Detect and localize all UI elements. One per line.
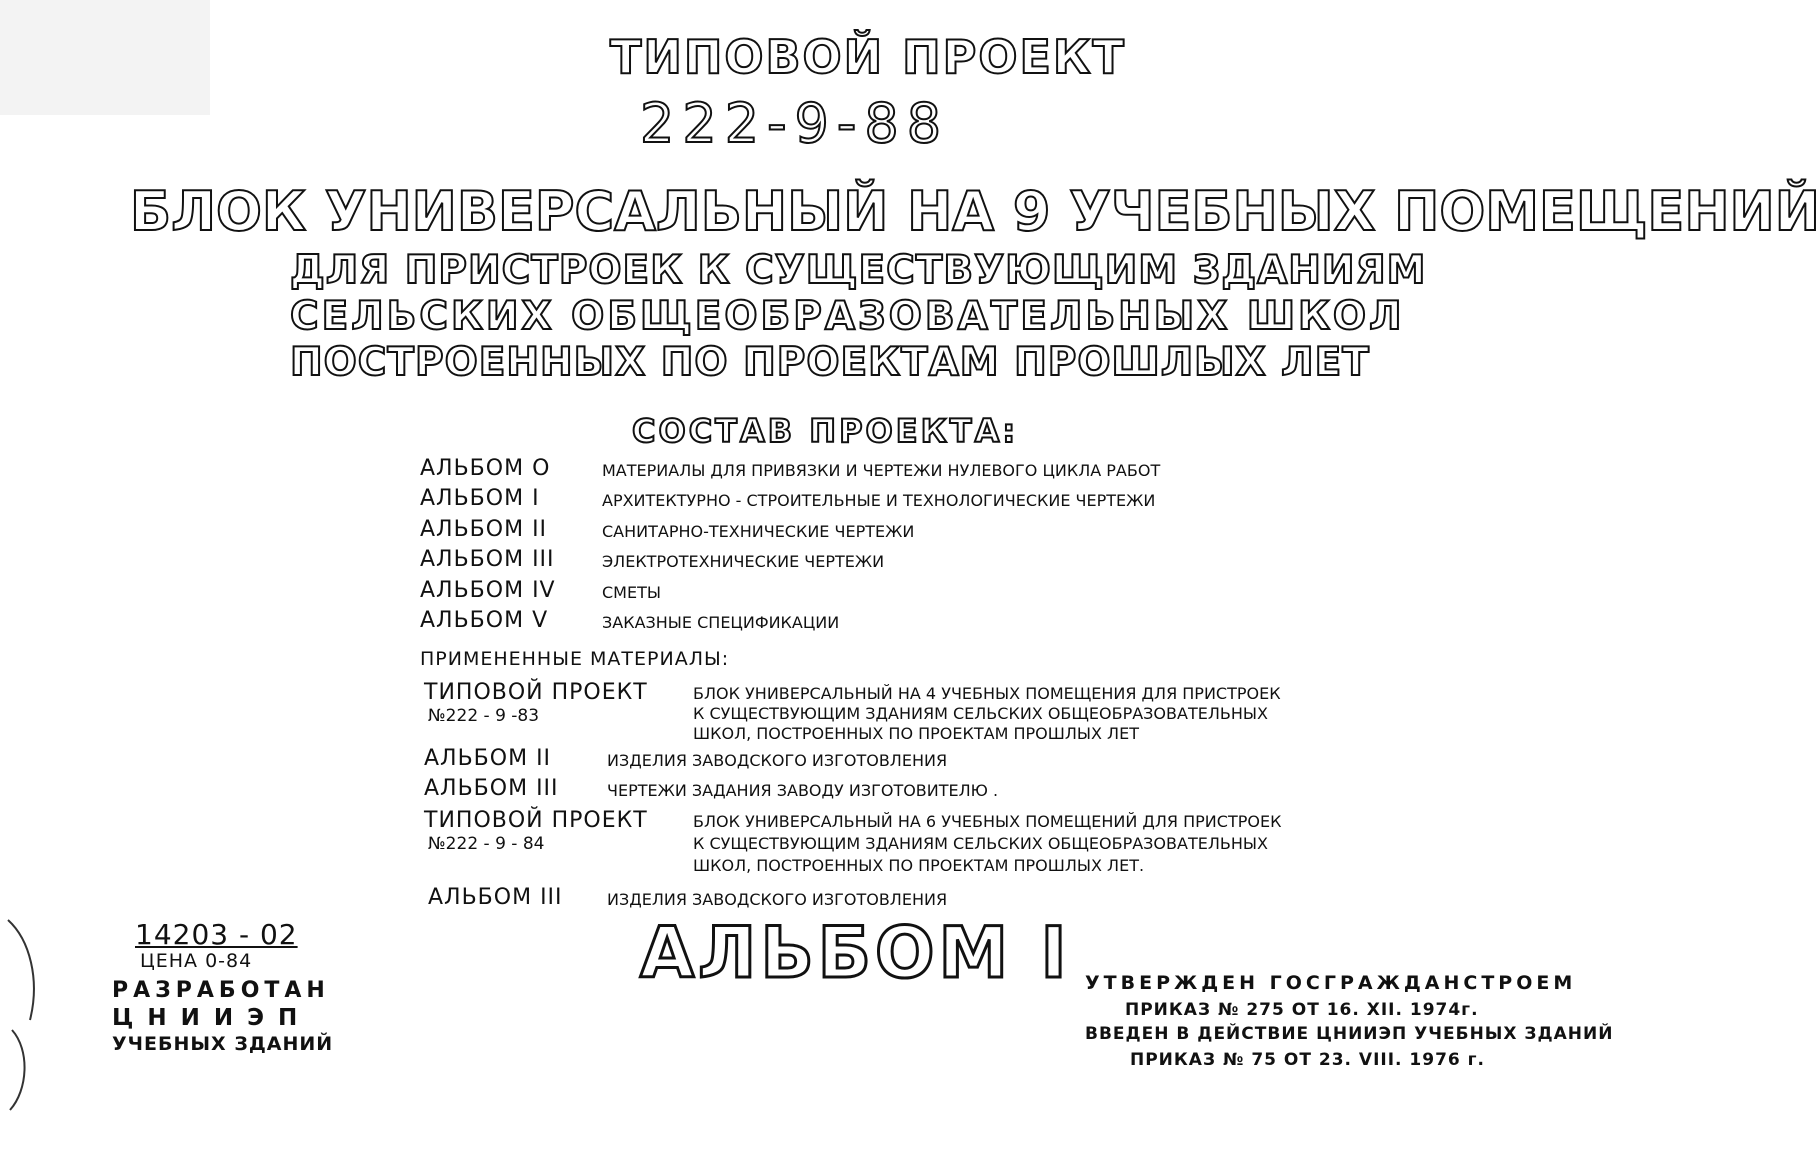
title-line-1: БЛОК УНИВЕРСАЛЬНЫЙ НА 9 УЧЕБНЫХ ПОМЕЩЕНИЙ	[130, 180, 1820, 243]
applied-project-desc: БЛОК УНИВЕРСАЛЬНЫЙ НА 4 УЧЕБНЫХ ПОМЕЩЕНИЯ ДЛЯ ПРИСТРОЕК	[693, 684, 1281, 703]
album-name: АЛЬБОМ III	[420, 547, 555, 572]
title-line-4: ПОСТРОЕННЫХ ПО ПРОЕКТАМ ПРОШЛЫХ ЛЕТ	[290, 340, 1370, 385]
project-number: 222-9-88	[640, 92, 950, 155]
title-line-2: ДЛЯ ПРИСТРОЕК К СУЩЕСТВУЮЩИМ ЗДАНИЯМ	[290, 248, 1427, 293]
approval-line-3: ВВЕДЕН В ДЕЙСТВИЕ ЦНИИЭП УЧЕБНЫХ ЗДАНИЙ	[1085, 1024, 1614, 1044]
album-name: АЛЬБОМ О	[420, 456, 551, 481]
applied-project-desc: БЛОК УНИВЕРСАЛЬНЫЙ НА 6 УЧЕБНЫХ ПОМЕЩЕНИЙ ДЛЯ ПРИСТРОЕК	[693, 812, 1282, 831]
album-desc: ЭЛЕКТРОТЕХНИЧЕСКИЕ ЧЕРТЕЖИ	[602, 552, 885, 571]
album-name: АЛЬБОМ III	[428, 885, 563, 910]
approval-line-1: УТВЕРЖДЕН ГОСГРАЖДАНСТРОЕМ	[1085, 972, 1577, 994]
applied-project-desc: К СУЩЕСТВУЮЩИМ ЗДАНИЯМ СЕЛЬСКИХ ОБЩЕОБРАЗОВАТЕЛЬНЫХ	[693, 834, 1268, 853]
album-desc: СМЕТЫ	[602, 583, 661, 602]
applied-project-label: ТИПОВОЙ ПРОЕКТ	[424, 808, 648, 833]
approval-line-4: ПРИКАЗ № 75 ОТ 23. VIII. 1976 г.	[1130, 1050, 1485, 1070]
applied-project-desc: ШКОЛ, ПОСТРОЕННЫХ ПО ПРОЕКТАМ ПРОШЛЫХ ЛЕТ.	[693, 856, 1145, 875]
applied-project-label: ТИПОВОЙ ПРОЕКТ	[424, 680, 648, 705]
document-code: 14203 - 02	[135, 918, 298, 951]
album-desc: ЧЕРТЕЖИ ЗАДАНИЯ ЗАВОДУ ИЗГОТОВИТЕЛЮ .	[607, 781, 999, 800]
album-desc: АРХИТЕКТУРНО - СТРОИТЕЛЬНЫЕ И ТЕХНОЛОГИЧЕСКИЕ ЧЕРТЕЖИ	[602, 491, 1156, 510]
margin-handwriting-mark	[0, 900, 55, 1120]
album-name: АЛЬБОМ II	[424, 746, 552, 771]
title-line-3: СЕЛЬСКИХ ОБЩЕОБРАЗОВАТЕЛЬНЫХ ШКОЛ	[290, 294, 1405, 339]
album-desc: МАТЕРИАЛЫ ДЛЯ ПРИВЯЗКИ И ЧЕРТЕЖИ НУЛЕВОГО ЦИКЛА РАБОТ	[602, 461, 1161, 480]
developer-org-2: УЧЕБНЫХ ЗДАНИЙ	[112, 1033, 334, 1055]
developed-by-label: РАЗРАБОТАН	[112, 978, 330, 1003]
album-desc: САНИТАРНО-ТЕХНИЧЕСКИЕ ЧЕРТЕЖИ	[602, 522, 915, 541]
price: ЦЕНА 0-84	[140, 950, 253, 972]
applied-project-number: №222 - 9 -83	[428, 706, 540, 726]
developer-org: ЦНИИЭП	[112, 1005, 312, 1031]
album-name: АЛЬБОМ I	[420, 486, 540, 511]
album-name: АЛЬБОМ III	[424, 776, 559, 801]
scan-corner-shade	[0, 0, 210, 115]
approval-line-2: ПРИКАЗ № 275 ОТ 16. XII. 1974г.	[1125, 1000, 1479, 1020]
album-desc: ИЗДЕЛИЯ ЗАВОДСКОГО ИЗГОТОВЛЕНИЯ	[607, 751, 948, 770]
album-name: АЛЬБОМ II	[420, 517, 548, 542]
album-name: АЛЬБОМ V	[420, 608, 549, 633]
composition-heading: СОСТАВ ПРОЕКТА:	[632, 412, 1019, 450]
applied-project-number: №222 - 9 - 84	[428, 834, 545, 854]
album-desc: ИЗДЕЛИЯ ЗАВОДСКОГО ИЗГОТОВЛЕНИЯ	[607, 890, 948, 909]
project-type-heading: ТИПОВОЙ ПРОЕКТ	[610, 30, 1126, 84]
applied-project-desc: К СУЩЕСТВУЮЩИМ ЗДАНИЯМ СЕЛЬСКИХ ОБЩЕОБРАЗОВАТЕЛЬНЫХ	[693, 704, 1268, 723]
applied-materials-heading: ПРИМЕНЕННЫЕ МАТЕРИАЛЫ:	[420, 648, 730, 670]
album-desc: ЗАКАЗНЫЕ СПЕЦИФИКАЦИИ	[602, 613, 840, 632]
album-name: АЛЬБОМ IV	[420, 578, 556, 603]
applied-project-desc: ШКОЛ, ПОСТРОЕННЫХ ПО ПРОЕКТАМ ПРОШЛЫХ ЛЕТ	[693, 724, 1139, 743]
album-title: АЛЬБОМ I	[640, 912, 1071, 994]
